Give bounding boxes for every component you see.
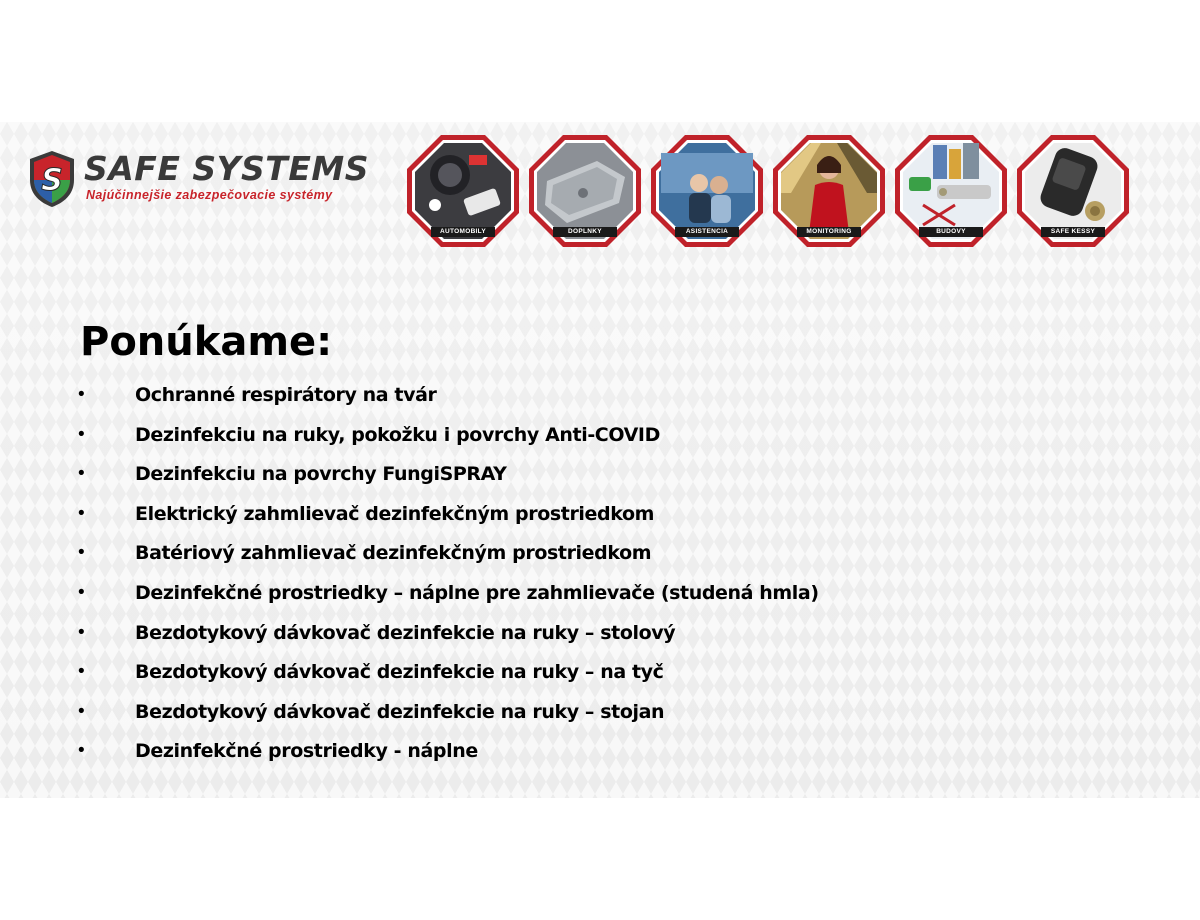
list-item-text: Dezinfekčné prostriedky – náplne pre zahmlievače (studená hmla)	[135, 581, 819, 604]
category-badge-monitoring[interactable]	[771, 133, 887, 249]
page-heading: Ponúkame:	[80, 319, 333, 365]
list-item-text: Dezinfekciu na povrchy FungiSPRAY	[135, 463, 507, 486]
category-badges	[405, 133, 1125, 249]
category-badge-budovy[interactable]	[893, 133, 1009, 249]
shield-logo-icon	[28, 150, 76, 208]
category-label: DOPLNKY	[568, 228, 602, 235]
category-badge-safe-kessy[interactable]	[1015, 133, 1131, 249]
list-item-text: Dezinfekčné prostriedky - náplne	[135, 740, 478, 763]
list-item-text: Ochranné respirátory na tvár	[135, 384, 437, 406]
category-label: SAFE KESSY	[1050, 228, 1096, 235]
brand-title: SAFE SYSTEMS	[84, 149, 369, 188]
bullet: •	[78, 661, 85, 683]
list-item-text: Batériový zahmlievač dezinfekčným prostriedkom	[135, 542, 652, 565]
category-label: ASISTENCIA	[685, 228, 729, 235]
category-badge-asistencia[interactable]	[649, 133, 765, 249]
bullet: •	[78, 463, 85, 485]
bullet: •	[78, 384, 85, 405]
list-item-text: Dezinfekciu na ruky, pokožku i povrchy Anti-COVID	[135, 423, 660, 446]
category-badge-automobily[interactable]	[405, 133, 521, 249]
category-label: MONITORING	[806, 228, 852, 235]
bullet: •	[78, 542, 85, 564]
shield-letter: S	[41, 163, 63, 198]
brand-subtitle: Najúčinnejšie zabezpečovacie systémy	[86, 188, 333, 202]
category-label: BUDOVY	[936, 228, 966, 235]
bullet: •	[78, 581, 85, 603]
list-item-text: Bezdotykový dávkovač dezinfekcie na ruky – stolový	[135, 621, 676, 644]
list-item-text: Bezdotykový dávkovač dezinfekcie na ruky – na tyč	[135, 661, 664, 684]
bullet: •	[78, 502, 85, 524]
list-item-text: Bezdotykový dávkovač dezinfekcie na ruky – stojan	[135, 700, 665, 723]
bullet: •	[78, 621, 85, 643]
category-label: AUTOMOBILY	[440, 228, 486, 235]
list-item-text: Elektrický zahmlievač dezinfekčným prostriedkom	[135, 502, 654, 525]
category-badge-doplnky[interactable]	[527, 133, 643, 249]
safe-systems-logo[interactable]	[28, 150, 373, 212]
bullet: •	[78, 423, 85, 445]
bullet: •	[78, 740, 85, 762]
bullet: •	[78, 700, 85, 722]
